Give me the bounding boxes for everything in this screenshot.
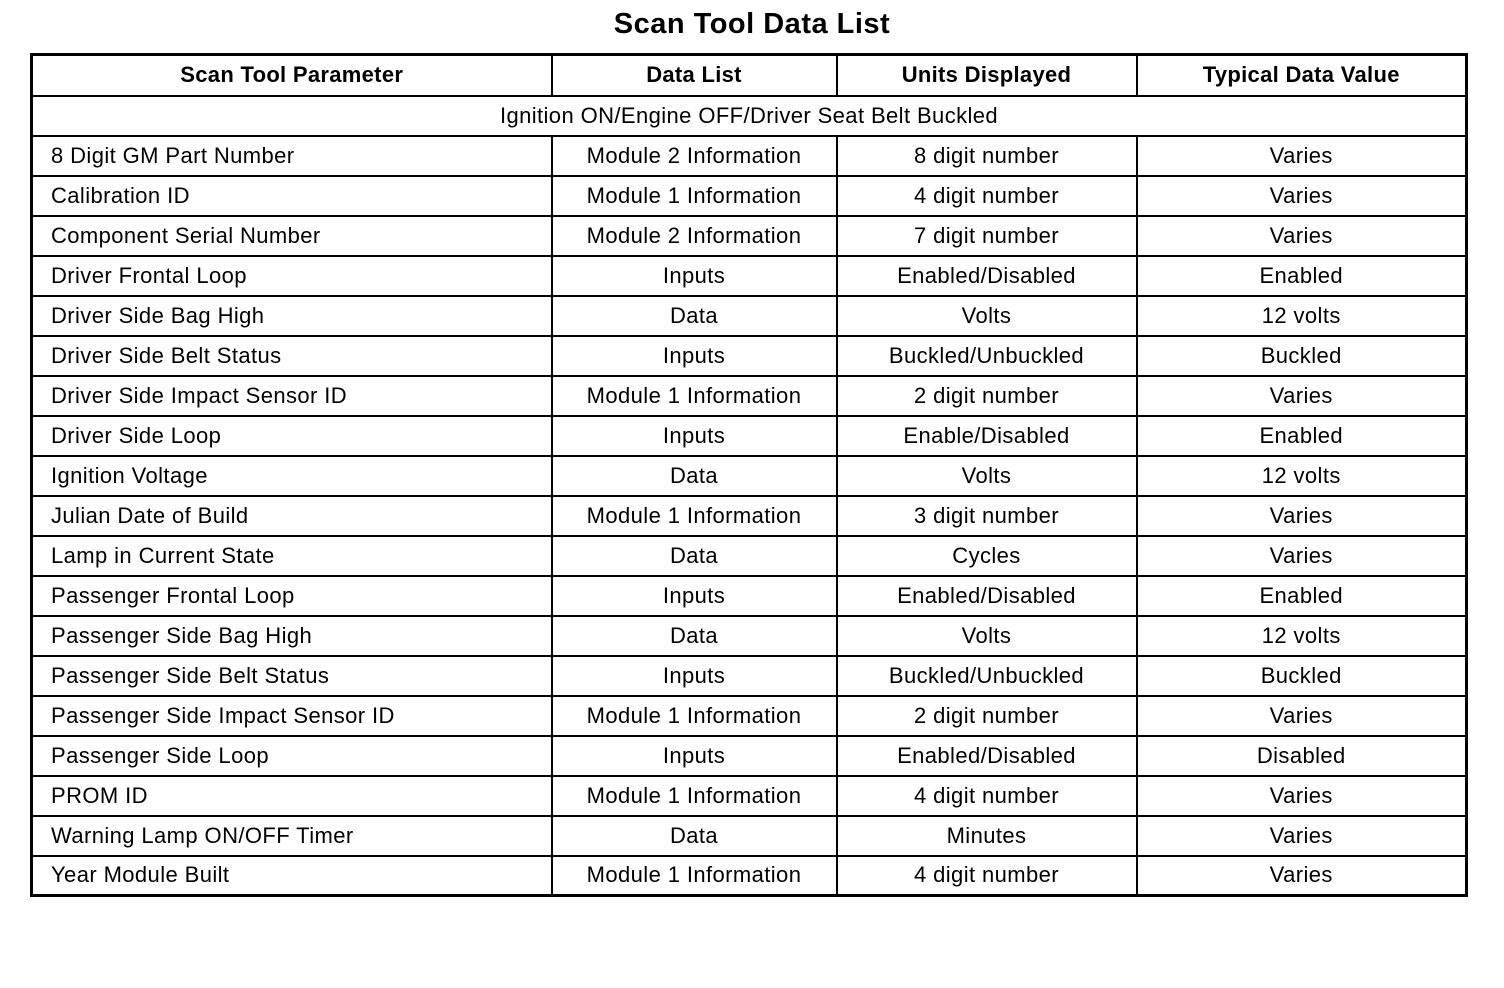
header-data-list: Data List: [552, 55, 837, 96]
cell-typical-value: Varies: [1137, 176, 1467, 216]
cell-typical-value: Varies: [1137, 856, 1467, 896]
cell-units: 4 digit number: [837, 176, 1137, 216]
header-units-displayed: Units Displayed: [837, 55, 1137, 96]
cell-typical-value: Varies: [1137, 776, 1467, 816]
cell-data-list: Data: [552, 296, 837, 336]
cell-units: Enabled/Disabled: [837, 736, 1137, 776]
cell-units: 3 digit number: [837, 496, 1137, 536]
scan-tool-data-table: [30, 53, 1468, 897]
cell-parameter: Warning Lamp ON/OFF Timer: [32, 816, 552, 856]
header-scan-tool-parameter: Scan Tool Parameter: [32, 55, 552, 96]
cell-parameter: Lamp in Current State: [32, 536, 552, 576]
table-row: [32, 776, 1467, 816]
table-row: [32, 296, 1467, 336]
cell-units: Volts: [837, 616, 1137, 656]
header-typical-data-value: Typical Data Value: [1137, 55, 1467, 96]
cell-units: 4 digit number: [837, 856, 1137, 896]
cell-data-list: Module 1 Information: [552, 176, 837, 216]
table-row: [32, 176, 1467, 216]
cell-parameter: Passenger Side Bag High: [32, 616, 552, 656]
cell-parameter: Passenger Frontal Loop: [32, 576, 552, 616]
page-title: Scan Tool Data List: [613, 8, 891, 40]
cell-typical-value: Varies: [1137, 536, 1467, 576]
cell-typical-value: Varies: [1137, 376, 1467, 416]
table-row: [32, 496, 1467, 536]
table-row: [32, 736, 1467, 776]
table-row: [32, 256, 1467, 296]
cell-typical-value: Buckled: [1137, 656, 1467, 696]
cell-parameter: Driver Side Impact Sensor ID: [32, 376, 552, 416]
cell-units: Volts: [837, 296, 1137, 336]
cell-data-list: Inputs: [552, 416, 837, 456]
cell-units: Enable/Disabled: [837, 416, 1137, 456]
cell-parameter: Driver Side Belt Status: [32, 336, 552, 376]
cell-parameter: Ignition Voltage: [32, 456, 552, 496]
table-row: [32, 576, 1467, 616]
cell-data-list: Module 1 Information: [552, 696, 837, 736]
cell-data-list: Inputs: [552, 656, 837, 696]
table-row: [32, 216, 1467, 256]
cell-units: Enabled/Disabled: [837, 256, 1137, 296]
cell-parameter: Calibration ID: [32, 176, 552, 216]
cell-typical-value: 12 volts: [1137, 296, 1467, 336]
cell-units: Buckled/Unbuckled: [837, 656, 1137, 696]
cell-data-list: Inputs: [552, 256, 837, 296]
cell-parameter: Component Serial Number: [32, 216, 552, 256]
cell-parameter: Passenger Side Belt Status: [32, 656, 552, 696]
cell-parameter: Driver Frontal Loop: [32, 256, 552, 296]
cell-data-list: Inputs: [552, 736, 837, 776]
table-row: [32, 376, 1467, 416]
cell-parameter: Year Module Built: [32, 856, 552, 896]
cell-parameter: Julian Date of Build: [32, 496, 552, 536]
cell-parameter: Passenger Side Loop: [32, 736, 552, 776]
table-row: [32, 856, 1467, 896]
cell-parameter: 8 Digit GM Part Number: [32, 136, 552, 176]
table-row: [32, 456, 1467, 496]
cell-units: Cycles: [837, 536, 1137, 576]
cell-units: 4 digit number: [837, 776, 1137, 816]
cell-typical-value: Varies: [1137, 816, 1467, 856]
cell-parameter: Driver Side Bag High: [32, 296, 552, 336]
cell-units: Volts: [837, 456, 1137, 496]
section-row: [32, 96, 1467, 136]
cell-data-list: Inputs: [552, 576, 837, 616]
section-label: Ignition ON/Engine OFF/Driver Seat Belt Buckled: [32, 96, 1467, 136]
cell-typical-value: Buckled: [1137, 336, 1467, 376]
cell-data-list: Data: [552, 616, 837, 656]
cell-units: Buckled/Unbuckled: [837, 336, 1137, 376]
cell-typical-value: Enabled: [1137, 576, 1467, 616]
cell-typical-value: Varies: [1137, 216, 1467, 256]
table-row: [32, 696, 1467, 736]
cell-typical-value: Disabled: [1137, 736, 1467, 776]
cell-data-list: Module 1 Information: [552, 776, 837, 816]
table-row: [32, 336, 1467, 376]
cell-typical-value: Varies: [1137, 696, 1467, 736]
cell-units: 2 digit number: [837, 376, 1137, 416]
table-row: [32, 416, 1467, 456]
cell-data-list: Module 2 Information: [552, 216, 837, 256]
table-row: [32, 536, 1467, 576]
cell-typical-value: Varies: [1137, 136, 1467, 176]
cell-units: 2 digit number: [837, 696, 1137, 736]
cell-typical-value: 12 volts: [1137, 616, 1467, 656]
table-row: [32, 136, 1467, 176]
cell-parameter: Driver Side Loop: [32, 416, 552, 456]
cell-units: 8 digit number: [837, 136, 1137, 176]
table-row: [32, 656, 1467, 696]
table-row: [32, 816, 1467, 856]
cell-data-list: Data: [552, 456, 837, 496]
cell-units: Enabled/Disabled: [837, 576, 1137, 616]
cell-data-list: Module 2 Information: [552, 136, 837, 176]
cell-typical-value: Enabled: [1137, 256, 1467, 296]
cell-typical-value: Varies: [1137, 496, 1467, 536]
table-header-row: [32, 55, 1467, 96]
cell-data-list: Inputs: [552, 336, 837, 376]
cell-data-list: Module 1 Information: [552, 376, 837, 416]
cell-parameter: PROM ID: [32, 776, 552, 816]
cell-data-list: Module 1 Information: [552, 496, 837, 536]
cell-data-list: Data: [552, 816, 837, 856]
cell-data-list: Module 1 Information: [552, 856, 837, 896]
cell-parameter: Passenger Side Impact Sensor ID: [32, 696, 552, 736]
cell-data-list: Data: [552, 536, 837, 576]
cell-units: Minutes: [837, 816, 1137, 856]
table-row: [32, 616, 1467, 656]
cell-typical-value: Enabled: [1137, 416, 1467, 456]
cell-typical-value: 12 volts: [1137, 456, 1467, 496]
cell-units: 7 digit number: [837, 216, 1137, 256]
